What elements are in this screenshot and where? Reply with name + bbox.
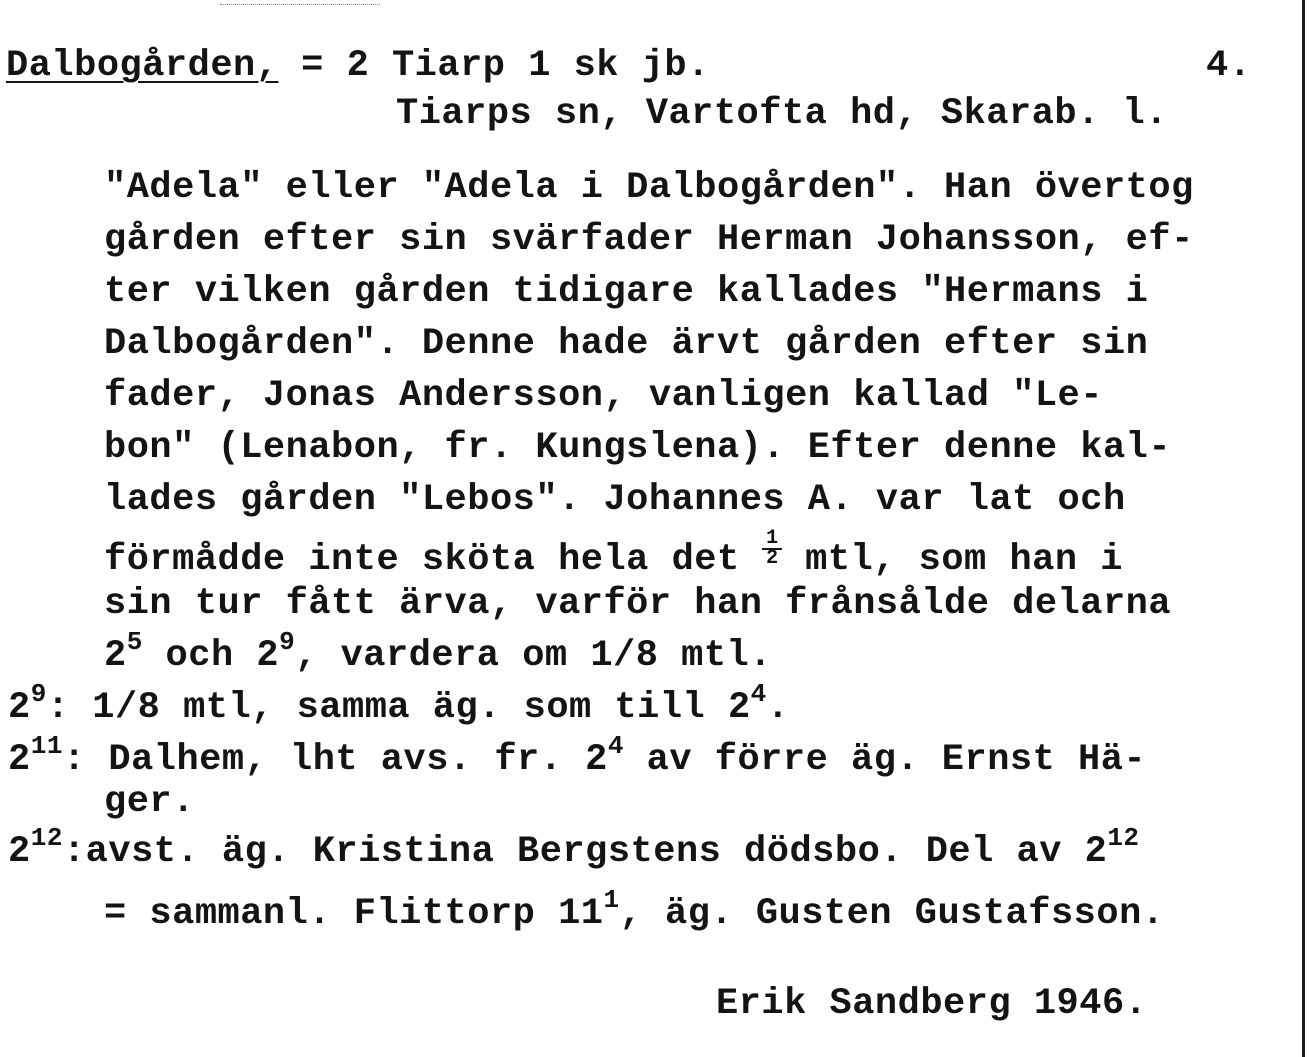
- entry-text-superscript: 4: [750, 679, 767, 709]
- entry-text-superscript: 1: [603, 885, 620, 915]
- body-text: och 2: [142, 635, 280, 677]
- location-line: Tiarps sn, Vartofta hd, Skarab. l.: [396, 93, 1168, 135]
- entry-text-end: av förre äg. Ernst Hä-: [623, 739, 1147, 781]
- entry-separator: :: [62, 831, 86, 873]
- parcel-number: 2: [104, 635, 127, 677]
- parcel-entry: [8, 731, 1147, 782]
- entry-text: 1/8 mtl, samma äg. som till 2: [92, 687, 751, 729]
- entry-number: 2: [8, 687, 31, 729]
- card-number: 4.: [1206, 45, 1252, 87]
- parcel-entry: [8, 679, 790, 730]
- parcel-superscript: 5: [126, 627, 143, 657]
- entry-text-superscript: 4: [607, 731, 624, 761]
- body-line: Dalbogården". Denne hade ärvt gården efter sin: [104, 323, 1149, 365]
- entry-continuation: [104, 885, 1165, 936]
- signature: Erik Sandberg 1946.: [716, 983, 1148, 1025]
- fraction-numerator: 1: [762, 530, 782, 550]
- body-line: gården efter sin svärfader Herman Johansson, ef-: [104, 219, 1194, 261]
- body-line: [104, 527, 1123, 582]
- body-line: sin tur fått ärva, varför han frånsålde delarna: [104, 583, 1172, 625]
- entry-text: , äg. Gusten Gustafsson.: [619, 893, 1165, 935]
- entry-number: 2: [8, 739, 31, 781]
- body-text: förmådde inte sköta hela det: [104, 539, 763, 581]
- entry-number: 2: [8, 831, 31, 873]
- header-line: [6, 44, 710, 88]
- entry-superscript: 12: [30, 823, 63, 853]
- parcel-superscript: 9: [279, 627, 296, 657]
- body-line: [104, 627, 772, 678]
- place-name: Dalbogården,: [6, 45, 279, 87]
- entry-text-end: .: [766, 687, 790, 729]
- body-line: bon" (Lenabon, fr. Kungslena). Efter denne kal-: [104, 427, 1172, 469]
- entry-superscript: 11: [30, 731, 63, 761]
- fraction-denominator: 2: [766, 547, 779, 570]
- entry-text: = sammanl. Flittorp 11: [104, 893, 604, 935]
- scan-speck: [220, 4, 380, 6]
- entry-text-superscript: 12: [1107, 823, 1140, 853]
- entry-separator: :: [46, 687, 93, 729]
- entry-continuation: ger.: [104, 781, 195, 823]
- body-line: "Adela" eller "Adela i Dalbogården". Han övertog: [104, 167, 1194, 209]
- body-text: mtl, som han i: [782, 539, 1123, 581]
- property-designation: = 2 Tiarp 1 sk jb.: [278, 45, 710, 87]
- entry-superscript: 9: [30, 679, 47, 709]
- entry-separator: :: [62, 739, 109, 781]
- parcel-entry: [8, 823, 1140, 874]
- body-text: , vardera om 1/8 mtl.: [295, 635, 772, 677]
- entry-text: Dalhem, lht avs. fr. 2: [108, 739, 608, 781]
- fraction-half: [762, 527, 782, 570]
- card-edge: [1302, 0, 1305, 1057]
- body-line: fader, Jonas Andersson, vanligen kallad "Le-: [104, 375, 1103, 417]
- entry-text: avst. äg. Kristina Bergstens dödsbo. Del av 2: [85, 831, 1108, 873]
- body-line: lades gården "Lebos". Johannes A. var lat och: [104, 479, 1126, 521]
- body-line: ter vilken gården tidigare kallades "Hermans i: [104, 271, 1149, 313]
